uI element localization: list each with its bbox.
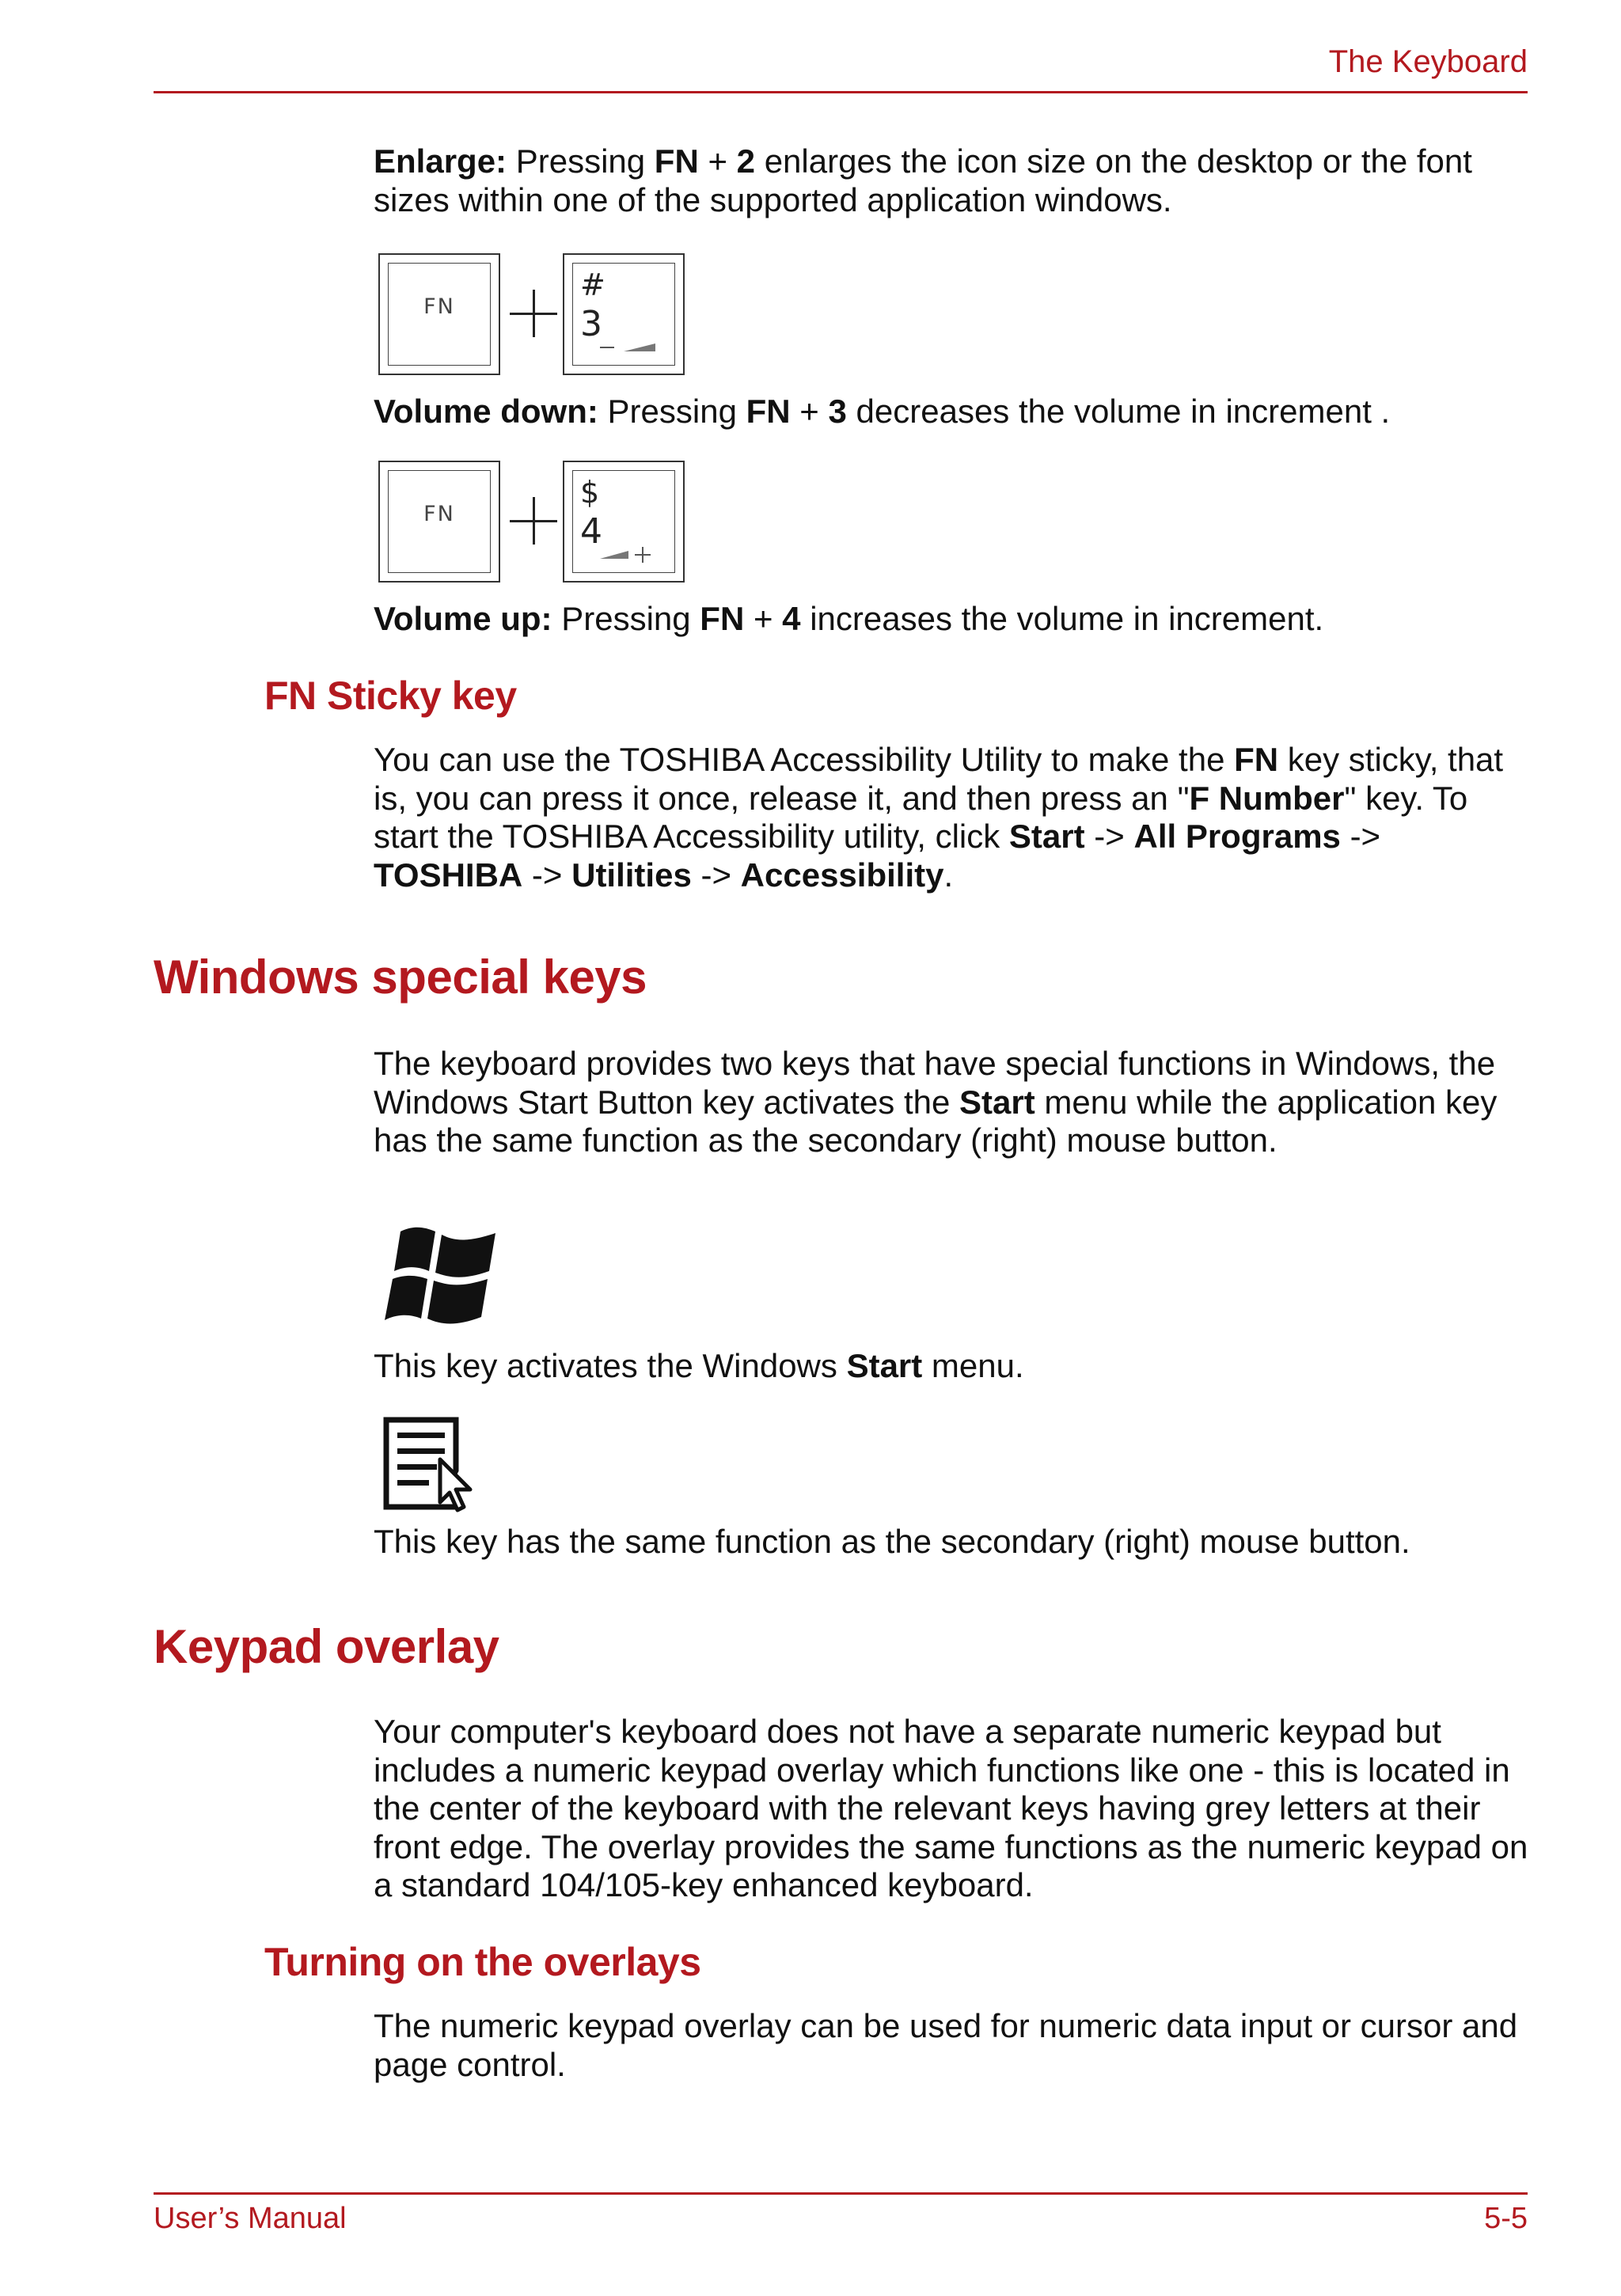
- fn-plus-4-keys: [378, 461, 695, 587]
- header-rule: [154, 91, 1528, 93]
- footer-rule: [154, 2192, 1528, 2195]
- windows-special-keys-heading: Windows special keys: [154, 951, 647, 1004]
- page-number: 5-5: [1484, 2202, 1528, 2235]
- plus-icon: [510, 497, 557, 545]
- fn-plus-3-keys: [378, 253, 695, 380]
- application-key-icon: [382, 1415, 478, 1513]
- plus-icon: [510, 290, 557, 337]
- enlarge-paragraph: Enlarge: Pressing FN + 2 enlarges the icon size on the desktop or the font sizes within one of the supported application windows.: [374, 142, 1472, 218]
- key-4-volume-up-icon: $ 4: [563, 461, 685, 583]
- windows-logo-icon: [380, 1225, 497, 1330]
- volume-up-paragraph: Volume up: Pressing FN + 4 increases the volume in increment.: [374, 600, 1324, 637]
- volume-down-icon: [600, 334, 671, 358]
- fn-sticky-paragraph: You can use the TOSHIBA Accessibility Utility to make the FN key sticky, that is, you can press it once, release it, and then press an "F Number" key. To start the TOSHIBA Accessibility utility, click Start -> All Programs -> TOSHIBA -> Utilities -> Accessibility.: [374, 741, 1504, 894]
- running-header: The Keyboard: [1328, 44, 1528, 79]
- app-key-paragraph: This key has the same function as the secondary (right) mouse button.: [374, 1523, 1410, 1560]
- footer-manual-title: User’s Manual: [154, 2202, 347, 2235]
- volume-down-paragraph: Volume down: Pressing FN + 3 decreases the volume in increment .: [374, 393, 1391, 430]
- key-3-volume-down-icon: # 3: [563, 253, 685, 375]
- windows-intro-paragraph: The keyboard provides two keys that have special functions in Windows, the Windows Start Button key activates the Start menu while the application key has the same function as the secondary (right) mouse button.: [374, 1045, 1498, 1159]
- turning-on-overlays-paragraph: The numeric keypad overlay can be used for numeric data input or cursor and page control.: [374, 2007, 1518, 2083]
- volume-up-icon: [600, 541, 671, 565]
- fn-sticky-heading: FN Sticky key: [264, 674, 517, 718]
- start-key-paragraph: This key activates the Windows Start menu.: [374, 1347, 1024, 1384]
- fn-key-icon: FN: [378, 253, 500, 375]
- keypad-overlay-paragraph: Your computer's keyboard does not have a separate numeric keypad but includes a numeric keypad overlay which functions like one - this is located in the center of the keyboard with the relevant keys having grey letters at their front edge. The overlay provides the same functions as the numeric keypad on a standard 104/105-key enhanced keyboard.: [374, 1713, 1528, 1903]
- turning-on-overlays-heading: Turning on the overlays: [264, 1940, 701, 1984]
- fn-key-icon: FN: [378, 461, 500, 583]
- keypad-overlay-heading: Keypad overlay: [154, 1620, 499, 1673]
